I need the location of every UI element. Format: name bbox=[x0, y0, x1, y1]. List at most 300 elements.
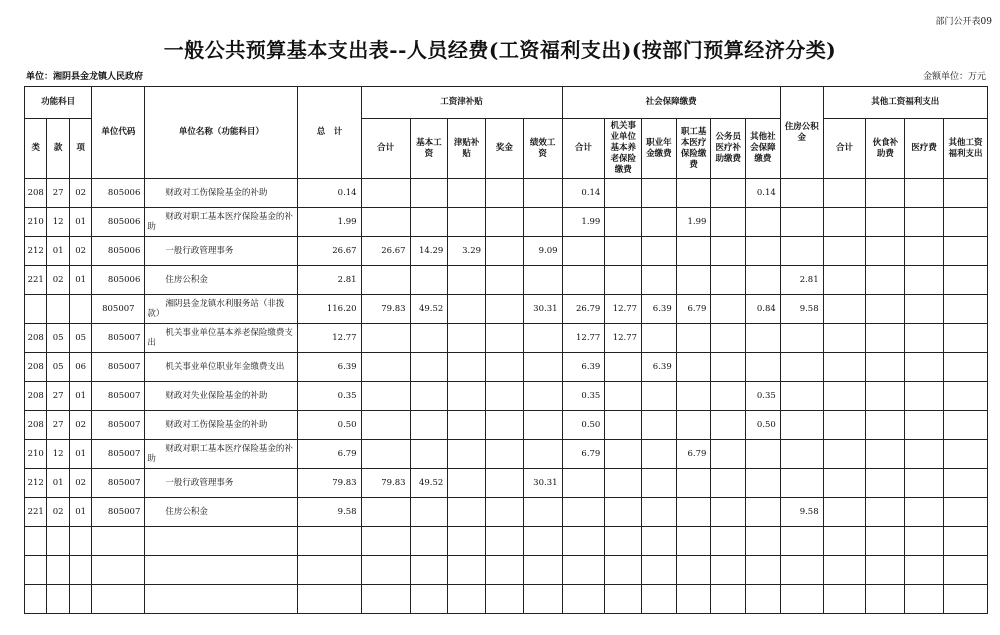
cell-meal bbox=[866, 324, 905, 353]
cell-med-fee bbox=[905, 295, 944, 324]
cell-performance: 30.31 bbox=[523, 295, 562, 324]
cell-bonus bbox=[486, 498, 524, 527]
cell-civil-medical bbox=[711, 295, 746, 324]
cell-unit-name: 一般行政管理事务 bbox=[145, 469, 298, 498]
table-row bbox=[25, 556, 988, 585]
cell-med-fee bbox=[905, 527, 944, 556]
cell-lei: 221 bbox=[25, 498, 47, 527]
cell-meal bbox=[866, 469, 905, 498]
cell-total: 0.35 bbox=[298, 382, 361, 411]
cell-housing bbox=[780, 556, 823, 585]
table-row bbox=[25, 353, 988, 382]
cell-bonus bbox=[486, 295, 524, 324]
cell-lei: 212 bbox=[25, 237, 47, 266]
cell-performance bbox=[523, 556, 562, 585]
cell-housing bbox=[780, 469, 823, 498]
cell-social-total: 0.35 bbox=[562, 382, 605, 411]
cell-bonus bbox=[486, 353, 524, 382]
cell-wage-total bbox=[361, 556, 410, 585]
cell-other-total bbox=[823, 498, 866, 527]
cell-medical bbox=[676, 382, 711, 411]
header-func-subject: 功能科目 bbox=[25, 87, 92, 119]
header-wage-total: 合计 bbox=[361, 119, 410, 179]
cell-other-total bbox=[823, 411, 866, 440]
cell-civil-medical bbox=[711, 527, 746, 556]
cell-xiang bbox=[69, 585, 91, 614]
cell-bonus bbox=[486, 469, 524, 498]
cell-basic-wage bbox=[410, 585, 448, 614]
cell-xiang: 02 bbox=[69, 411, 91, 440]
cell-allowance bbox=[448, 411, 486, 440]
header-xiang: 项 bbox=[69, 119, 91, 179]
cell-basic-wage bbox=[410, 266, 448, 295]
cell-total: 12.77 bbox=[298, 324, 361, 353]
cell-lei bbox=[25, 527, 47, 556]
cell-annuity bbox=[642, 382, 677, 411]
cell-other-social: 0.35 bbox=[746, 382, 781, 411]
cell-meal bbox=[866, 411, 905, 440]
cell-performance bbox=[523, 382, 562, 411]
cell-performance bbox=[523, 411, 562, 440]
cell-kuan: 12 bbox=[47, 440, 69, 469]
cell-social-total bbox=[562, 237, 605, 266]
cell-medical: 6.79 bbox=[676, 295, 711, 324]
cell-housing: 9.58 bbox=[780, 295, 823, 324]
cell-housing bbox=[780, 208, 823, 237]
cell-performance bbox=[523, 208, 562, 237]
cell-annuity bbox=[642, 469, 677, 498]
cell-kuan: 05 bbox=[47, 324, 69, 353]
header-social-group: 社会保障缴费 bbox=[562, 87, 780, 119]
cell-other-total bbox=[823, 324, 866, 353]
cell-total: 9.58 bbox=[298, 498, 361, 527]
cell-xiang: 01 bbox=[69, 208, 91, 237]
cell-xiang: 05 bbox=[69, 324, 91, 353]
cell-xiang bbox=[69, 556, 91, 585]
table-row bbox=[25, 208, 988, 237]
cell-pension bbox=[605, 353, 642, 382]
cell-bonus bbox=[486, 556, 524, 585]
cell-med-fee bbox=[905, 324, 944, 353]
cell-other-social: 0.14 bbox=[746, 179, 781, 208]
cell-pension bbox=[605, 208, 642, 237]
table-row bbox=[25, 324, 988, 353]
cell-housing bbox=[780, 440, 823, 469]
cell-unit-code: 805007 bbox=[92, 469, 145, 498]
cell-basic-wage bbox=[410, 411, 448, 440]
cell-social-total bbox=[562, 469, 605, 498]
header-medical: 职工基本医疗保险缴费 bbox=[676, 119, 711, 179]
cell-unit-code: 805007 bbox=[92, 324, 145, 353]
cell-kuan: 27 bbox=[47, 411, 69, 440]
cell-allowance bbox=[448, 440, 486, 469]
cell-wage-total bbox=[361, 208, 410, 237]
table-row bbox=[25, 469, 988, 498]
table-body bbox=[25, 179, 988, 614]
cell-lei: 221 bbox=[25, 266, 47, 295]
cell-lei: 208 bbox=[25, 353, 47, 382]
cell-other-welfare bbox=[943, 324, 987, 353]
cell-lei: 208 bbox=[25, 411, 47, 440]
cell-bonus bbox=[486, 585, 524, 614]
header-housing: 住房公积金 bbox=[780, 87, 823, 179]
cell-other-total bbox=[823, 179, 866, 208]
cell-other-welfare bbox=[943, 527, 987, 556]
cell-unit-name: 机关事业单位基本养老保险缴费支出 bbox=[145, 324, 298, 353]
cell-lei: 212 bbox=[25, 469, 47, 498]
cell-med-fee bbox=[905, 208, 944, 237]
cell-annuity bbox=[642, 411, 677, 440]
cell-pension bbox=[605, 585, 642, 614]
cell-unit-name: 湘阴县金龙镇水利服务站（非拨款） bbox=[145, 295, 298, 324]
cell-meal bbox=[866, 382, 905, 411]
cell-housing bbox=[780, 527, 823, 556]
cell-other-total bbox=[823, 440, 866, 469]
cell-basic-wage: 14.29 bbox=[410, 237, 448, 266]
cell-unit-code: 805007 bbox=[92, 295, 145, 324]
cell-lei bbox=[25, 556, 47, 585]
cell-other-welfare bbox=[943, 237, 987, 266]
cell-other-social bbox=[746, 527, 781, 556]
cell-bonus bbox=[486, 440, 524, 469]
cell-wage-total: 79.83 bbox=[361, 295, 410, 324]
cell-total bbox=[298, 556, 361, 585]
cell-medical bbox=[676, 527, 711, 556]
table-row bbox=[25, 179, 988, 208]
cell-basic-wage bbox=[410, 440, 448, 469]
budget-table bbox=[24, 86, 988, 614]
cell-wage-total bbox=[361, 324, 410, 353]
cell-basic-wage bbox=[410, 556, 448, 585]
cell-allowance bbox=[448, 498, 486, 527]
cell-social-total: 6.79 bbox=[562, 440, 605, 469]
cell-lei bbox=[25, 585, 47, 614]
amount-unit-label: 金额单位：万元 bbox=[922, 72, 986, 82]
cell-civil-medical bbox=[711, 411, 746, 440]
header-other-welfare: 其他工资福利支出 bbox=[943, 119, 987, 179]
cell-kuan: 05 bbox=[47, 353, 69, 382]
table-row bbox=[25, 295, 988, 324]
cell-kuan bbox=[47, 295, 69, 324]
cell-xiang: 02 bbox=[69, 469, 91, 498]
cell-performance bbox=[523, 498, 562, 527]
cell-social-total: 26.79 bbox=[562, 295, 605, 324]
cell-allowance bbox=[448, 585, 486, 614]
cell-civil-medical bbox=[711, 208, 746, 237]
cell-civil-medical bbox=[711, 266, 746, 295]
cell-lei bbox=[25, 295, 47, 324]
cell-unit-name bbox=[145, 585, 298, 614]
cell-bonus bbox=[486, 237, 524, 266]
header-unit-name: 单位名称（功能科目） bbox=[145, 87, 298, 179]
cell-annuity bbox=[642, 440, 677, 469]
cell-unit-code: 805006 bbox=[92, 266, 145, 295]
cell-unit-code bbox=[92, 585, 145, 614]
cell-other-social bbox=[746, 469, 781, 498]
cell-other-social bbox=[746, 324, 781, 353]
cell-unit-name bbox=[145, 527, 298, 556]
cell-social-total bbox=[562, 556, 605, 585]
cell-allowance bbox=[448, 295, 486, 324]
cell-meal bbox=[866, 179, 905, 208]
cell-med-fee bbox=[905, 382, 944, 411]
cell-unit-code: 805006 bbox=[92, 208, 145, 237]
cell-unit-code bbox=[92, 527, 145, 556]
header-med-fee: 医疗费 bbox=[905, 119, 944, 179]
cell-unit-name: 一般行政管理事务 bbox=[145, 237, 298, 266]
cell-other-total bbox=[823, 353, 866, 382]
cell-wage-total bbox=[361, 179, 410, 208]
cell-basic-wage: 49.52 bbox=[410, 469, 448, 498]
cell-other-total bbox=[823, 266, 866, 295]
cell-kuan bbox=[47, 585, 69, 614]
cell-wage-total bbox=[361, 411, 410, 440]
cell-civil-medical bbox=[711, 237, 746, 266]
cell-other-welfare bbox=[943, 440, 987, 469]
cell-housing bbox=[780, 585, 823, 614]
cell-unit-name: 机关事业单位职业年金缴费支出 bbox=[145, 353, 298, 382]
cell-performance bbox=[523, 266, 562, 295]
cell-meal bbox=[866, 556, 905, 585]
cell-civil-medical bbox=[711, 353, 746, 382]
cell-pension bbox=[605, 469, 642, 498]
cell-unit-name: 财政对工伤保险基金的补助 bbox=[145, 179, 298, 208]
cell-other-welfare bbox=[943, 208, 987, 237]
cell-wage-total bbox=[361, 440, 410, 469]
cell-social-total bbox=[562, 266, 605, 295]
cell-total: 0.14 bbox=[298, 179, 361, 208]
cell-wage-total bbox=[361, 266, 410, 295]
cell-basic-wage bbox=[410, 324, 448, 353]
header-civil-medical: 公务员医疗补助缴费 bbox=[711, 119, 746, 179]
header-performance: 绩效工资 bbox=[523, 119, 562, 179]
cell-basic-wage bbox=[410, 353, 448, 382]
cell-bonus bbox=[486, 382, 524, 411]
cell-housing bbox=[780, 382, 823, 411]
cell-unit-code: 805007 bbox=[92, 440, 145, 469]
cell-allowance: 3.29 bbox=[448, 237, 486, 266]
cell-total: 2.81 bbox=[298, 266, 361, 295]
cell-other-total bbox=[823, 208, 866, 237]
cell-social-total: 6.39 bbox=[562, 353, 605, 382]
cell-med-fee bbox=[905, 469, 944, 498]
cell-medical bbox=[676, 469, 711, 498]
cell-med-fee bbox=[905, 411, 944, 440]
cell-kuan: 27 bbox=[47, 382, 69, 411]
cell-civil-medical bbox=[711, 324, 746, 353]
cell-allowance bbox=[448, 556, 486, 585]
cell-lei: 210 bbox=[25, 208, 47, 237]
header-other-group: 其他工资福利支出 bbox=[823, 87, 987, 119]
cell-allowance bbox=[448, 469, 486, 498]
cell-other-social bbox=[746, 208, 781, 237]
cell-wage-total bbox=[361, 382, 410, 411]
unit-label: 单位：湘阴县金龙镇人民政府 bbox=[26, 72, 144, 82]
cell-medical bbox=[676, 411, 711, 440]
cell-meal bbox=[866, 440, 905, 469]
cell-basic-wage bbox=[410, 527, 448, 556]
cell-total bbox=[298, 527, 361, 556]
cell-med-fee bbox=[905, 237, 944, 266]
cell-medical bbox=[676, 498, 711, 527]
cell-pension bbox=[605, 556, 642, 585]
cell-meal bbox=[866, 208, 905, 237]
cell-medical bbox=[676, 556, 711, 585]
cell-wage-total bbox=[361, 498, 410, 527]
table-row bbox=[25, 527, 988, 556]
cell-total: 6.39 bbox=[298, 353, 361, 382]
cell-annuity bbox=[642, 237, 677, 266]
cell-performance: 9.09 bbox=[523, 237, 562, 266]
cell-civil-medical bbox=[711, 469, 746, 498]
cell-performance bbox=[523, 585, 562, 614]
cell-other-social bbox=[746, 498, 781, 527]
cell-other-total bbox=[823, 295, 866, 324]
cell-wage-total bbox=[361, 527, 410, 556]
cell-kuan bbox=[47, 556, 69, 585]
cell-unit-name: 住房公积金 bbox=[145, 266, 298, 295]
cell-annuity: 6.39 bbox=[642, 295, 677, 324]
cell-social-total bbox=[562, 498, 605, 527]
cell-civil-medical bbox=[711, 179, 746, 208]
cell-medical bbox=[676, 237, 711, 266]
cell-other-welfare bbox=[943, 295, 987, 324]
cell-allowance bbox=[448, 324, 486, 353]
cell-social-total: 1.99 bbox=[562, 208, 605, 237]
cell-social-total: 0.14 bbox=[562, 179, 605, 208]
cell-other-social bbox=[746, 440, 781, 469]
cell-basic-wage bbox=[410, 179, 448, 208]
cell-pension bbox=[605, 382, 642, 411]
cell-kuan: 27 bbox=[47, 179, 69, 208]
cell-other-welfare bbox=[943, 353, 987, 382]
cell-kuan bbox=[47, 527, 69, 556]
cell-pension bbox=[605, 527, 642, 556]
cell-xiang: 01 bbox=[69, 266, 91, 295]
cell-med-fee bbox=[905, 556, 944, 585]
cell-pension bbox=[605, 411, 642, 440]
cell-annuity bbox=[642, 208, 677, 237]
cell-other-social bbox=[746, 237, 781, 266]
cell-wage-total bbox=[361, 585, 410, 614]
cell-unit-name: 财政对职工基本医疗保险基金的补助 bbox=[145, 208, 298, 237]
header-lei: 类 bbox=[25, 119, 47, 179]
cell-total bbox=[298, 585, 361, 614]
cell-med-fee bbox=[905, 353, 944, 382]
cell-allowance bbox=[448, 382, 486, 411]
header-other-social: 其他社会保障缴费 bbox=[746, 119, 781, 179]
cell-social-total: 12.77 bbox=[562, 324, 605, 353]
cell-other-welfare bbox=[943, 266, 987, 295]
cell-unit-name: 财政对失业保险基金的补助 bbox=[145, 382, 298, 411]
cell-other-total bbox=[823, 237, 866, 266]
table-row bbox=[25, 266, 988, 295]
cell-total: 26.67 bbox=[298, 237, 361, 266]
cell-unit-code: 805007 bbox=[92, 353, 145, 382]
cell-other-social bbox=[746, 585, 781, 614]
cell-other-welfare bbox=[943, 382, 987, 411]
header-annuity: 职业年金缴费 bbox=[642, 119, 677, 179]
cell-other-total bbox=[823, 527, 866, 556]
cell-civil-medical bbox=[711, 498, 746, 527]
cell-housing bbox=[780, 237, 823, 266]
cell-medical bbox=[676, 266, 711, 295]
header-wage-group: 工资津补贴 bbox=[361, 87, 562, 119]
header-kuan: 款 bbox=[47, 119, 69, 179]
cell-civil-medical bbox=[711, 556, 746, 585]
cell-social-total: 0.50 bbox=[562, 411, 605, 440]
cell-bonus bbox=[486, 324, 524, 353]
table-row bbox=[25, 411, 988, 440]
cell-xiang: 02 bbox=[69, 237, 91, 266]
cell-total: 1.99 bbox=[298, 208, 361, 237]
cell-annuity bbox=[642, 585, 677, 614]
header-basic-wage: 基本工资 bbox=[410, 119, 448, 179]
cell-xiang bbox=[69, 527, 91, 556]
cell-performance bbox=[523, 440, 562, 469]
table-row bbox=[25, 440, 988, 469]
cell-unit-name: 住房公积金 bbox=[145, 498, 298, 527]
header-pension: 机关事业单位基本养老保险缴费 bbox=[605, 119, 642, 179]
cell-xiang bbox=[69, 295, 91, 324]
table-row bbox=[25, 237, 988, 266]
cell-pension bbox=[605, 440, 642, 469]
cell-other-welfare bbox=[943, 411, 987, 440]
cell-annuity bbox=[642, 266, 677, 295]
table-row bbox=[25, 382, 988, 411]
cell-performance: 30.31 bbox=[523, 469, 562, 498]
cell-unit-code: 805007 bbox=[92, 382, 145, 411]
cell-annuity bbox=[642, 556, 677, 585]
cell-total: 116.20 bbox=[298, 295, 361, 324]
cell-allowance bbox=[448, 208, 486, 237]
cell-meal bbox=[866, 527, 905, 556]
cell-housing bbox=[780, 353, 823, 382]
cell-total: 6.79 bbox=[298, 440, 361, 469]
cell-other-welfare bbox=[943, 469, 987, 498]
cell-performance bbox=[523, 353, 562, 382]
header-total: 总 计 bbox=[298, 87, 361, 179]
cell-medical bbox=[676, 324, 711, 353]
cell-meal bbox=[866, 353, 905, 382]
cell-performance bbox=[523, 527, 562, 556]
cell-social-total bbox=[562, 527, 605, 556]
document-number: 部门公开表09 bbox=[935, 17, 992, 27]
cell-unit-name: 财政对工伤保险基金的补助 bbox=[145, 411, 298, 440]
cell-civil-medical bbox=[711, 382, 746, 411]
cell-lei: 208 bbox=[25, 179, 47, 208]
cell-other-welfare bbox=[943, 585, 987, 614]
cell-pension bbox=[605, 179, 642, 208]
cell-meal bbox=[866, 237, 905, 266]
cell-med-fee bbox=[905, 440, 944, 469]
cell-housing: 9.58 bbox=[780, 498, 823, 527]
cell-bonus bbox=[486, 208, 524, 237]
cell-housing: 2.81 bbox=[780, 266, 823, 295]
cell-pension bbox=[605, 237, 642, 266]
cell-pension bbox=[605, 266, 642, 295]
cell-med-fee bbox=[905, 498, 944, 527]
cell-social-total bbox=[562, 585, 605, 614]
cell-basic-wage: 49.52 bbox=[410, 295, 448, 324]
cell-allowance bbox=[448, 179, 486, 208]
cell-other-social bbox=[746, 266, 781, 295]
cell-medical bbox=[676, 353, 711, 382]
cell-wage-total bbox=[361, 353, 410, 382]
cell-unit-name bbox=[145, 556, 298, 585]
cell-housing bbox=[780, 324, 823, 353]
cell-other-total bbox=[823, 382, 866, 411]
